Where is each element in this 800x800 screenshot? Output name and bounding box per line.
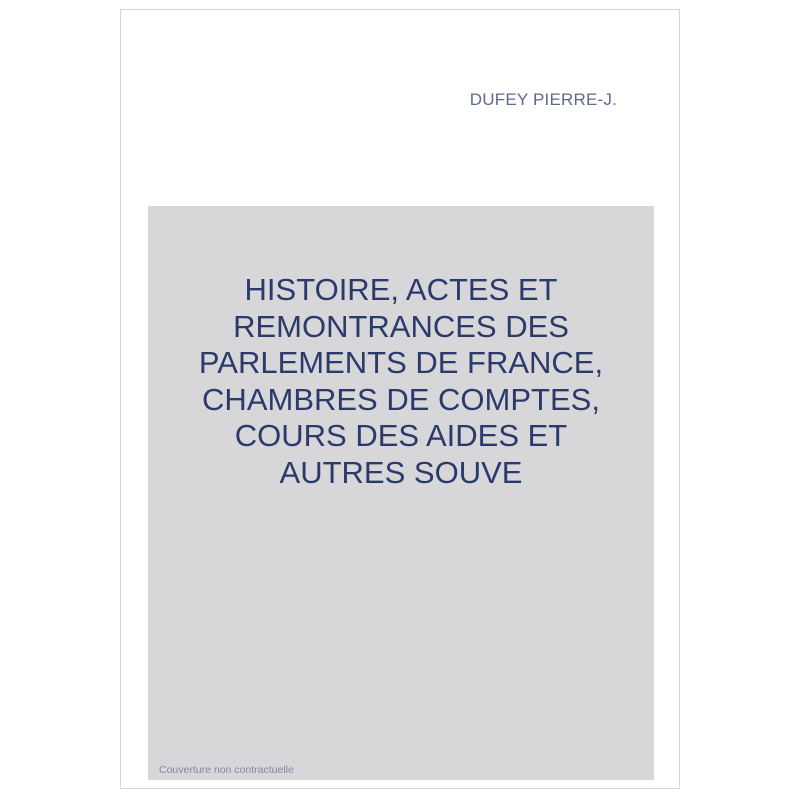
title-line: REMONTRANCES DES <box>233 308 569 344</box>
title-line: AUTRES SOUVE <box>279 454 523 490</box>
title-line: HISTOIRE, ACTES ET <box>244 272 558 307</box>
book-title <box>148 272 654 491</box>
title-panel <box>148 206 654 780</box>
book-cover <box>120 9 680 789</box>
title-line: COURS DES AIDES ET <box>234 418 568 453</box>
cover-disclaimer: Couverture non contractuelle <box>159 764 294 776</box>
author-name: DUFEY PIERRE-J. <box>469 90 617 109</box>
title-line: PARLEMENTS DE FRANCE, <box>198 345 604 380</box>
title-line: CHAMBRES DE COMPTES, <box>202 381 600 417</box>
